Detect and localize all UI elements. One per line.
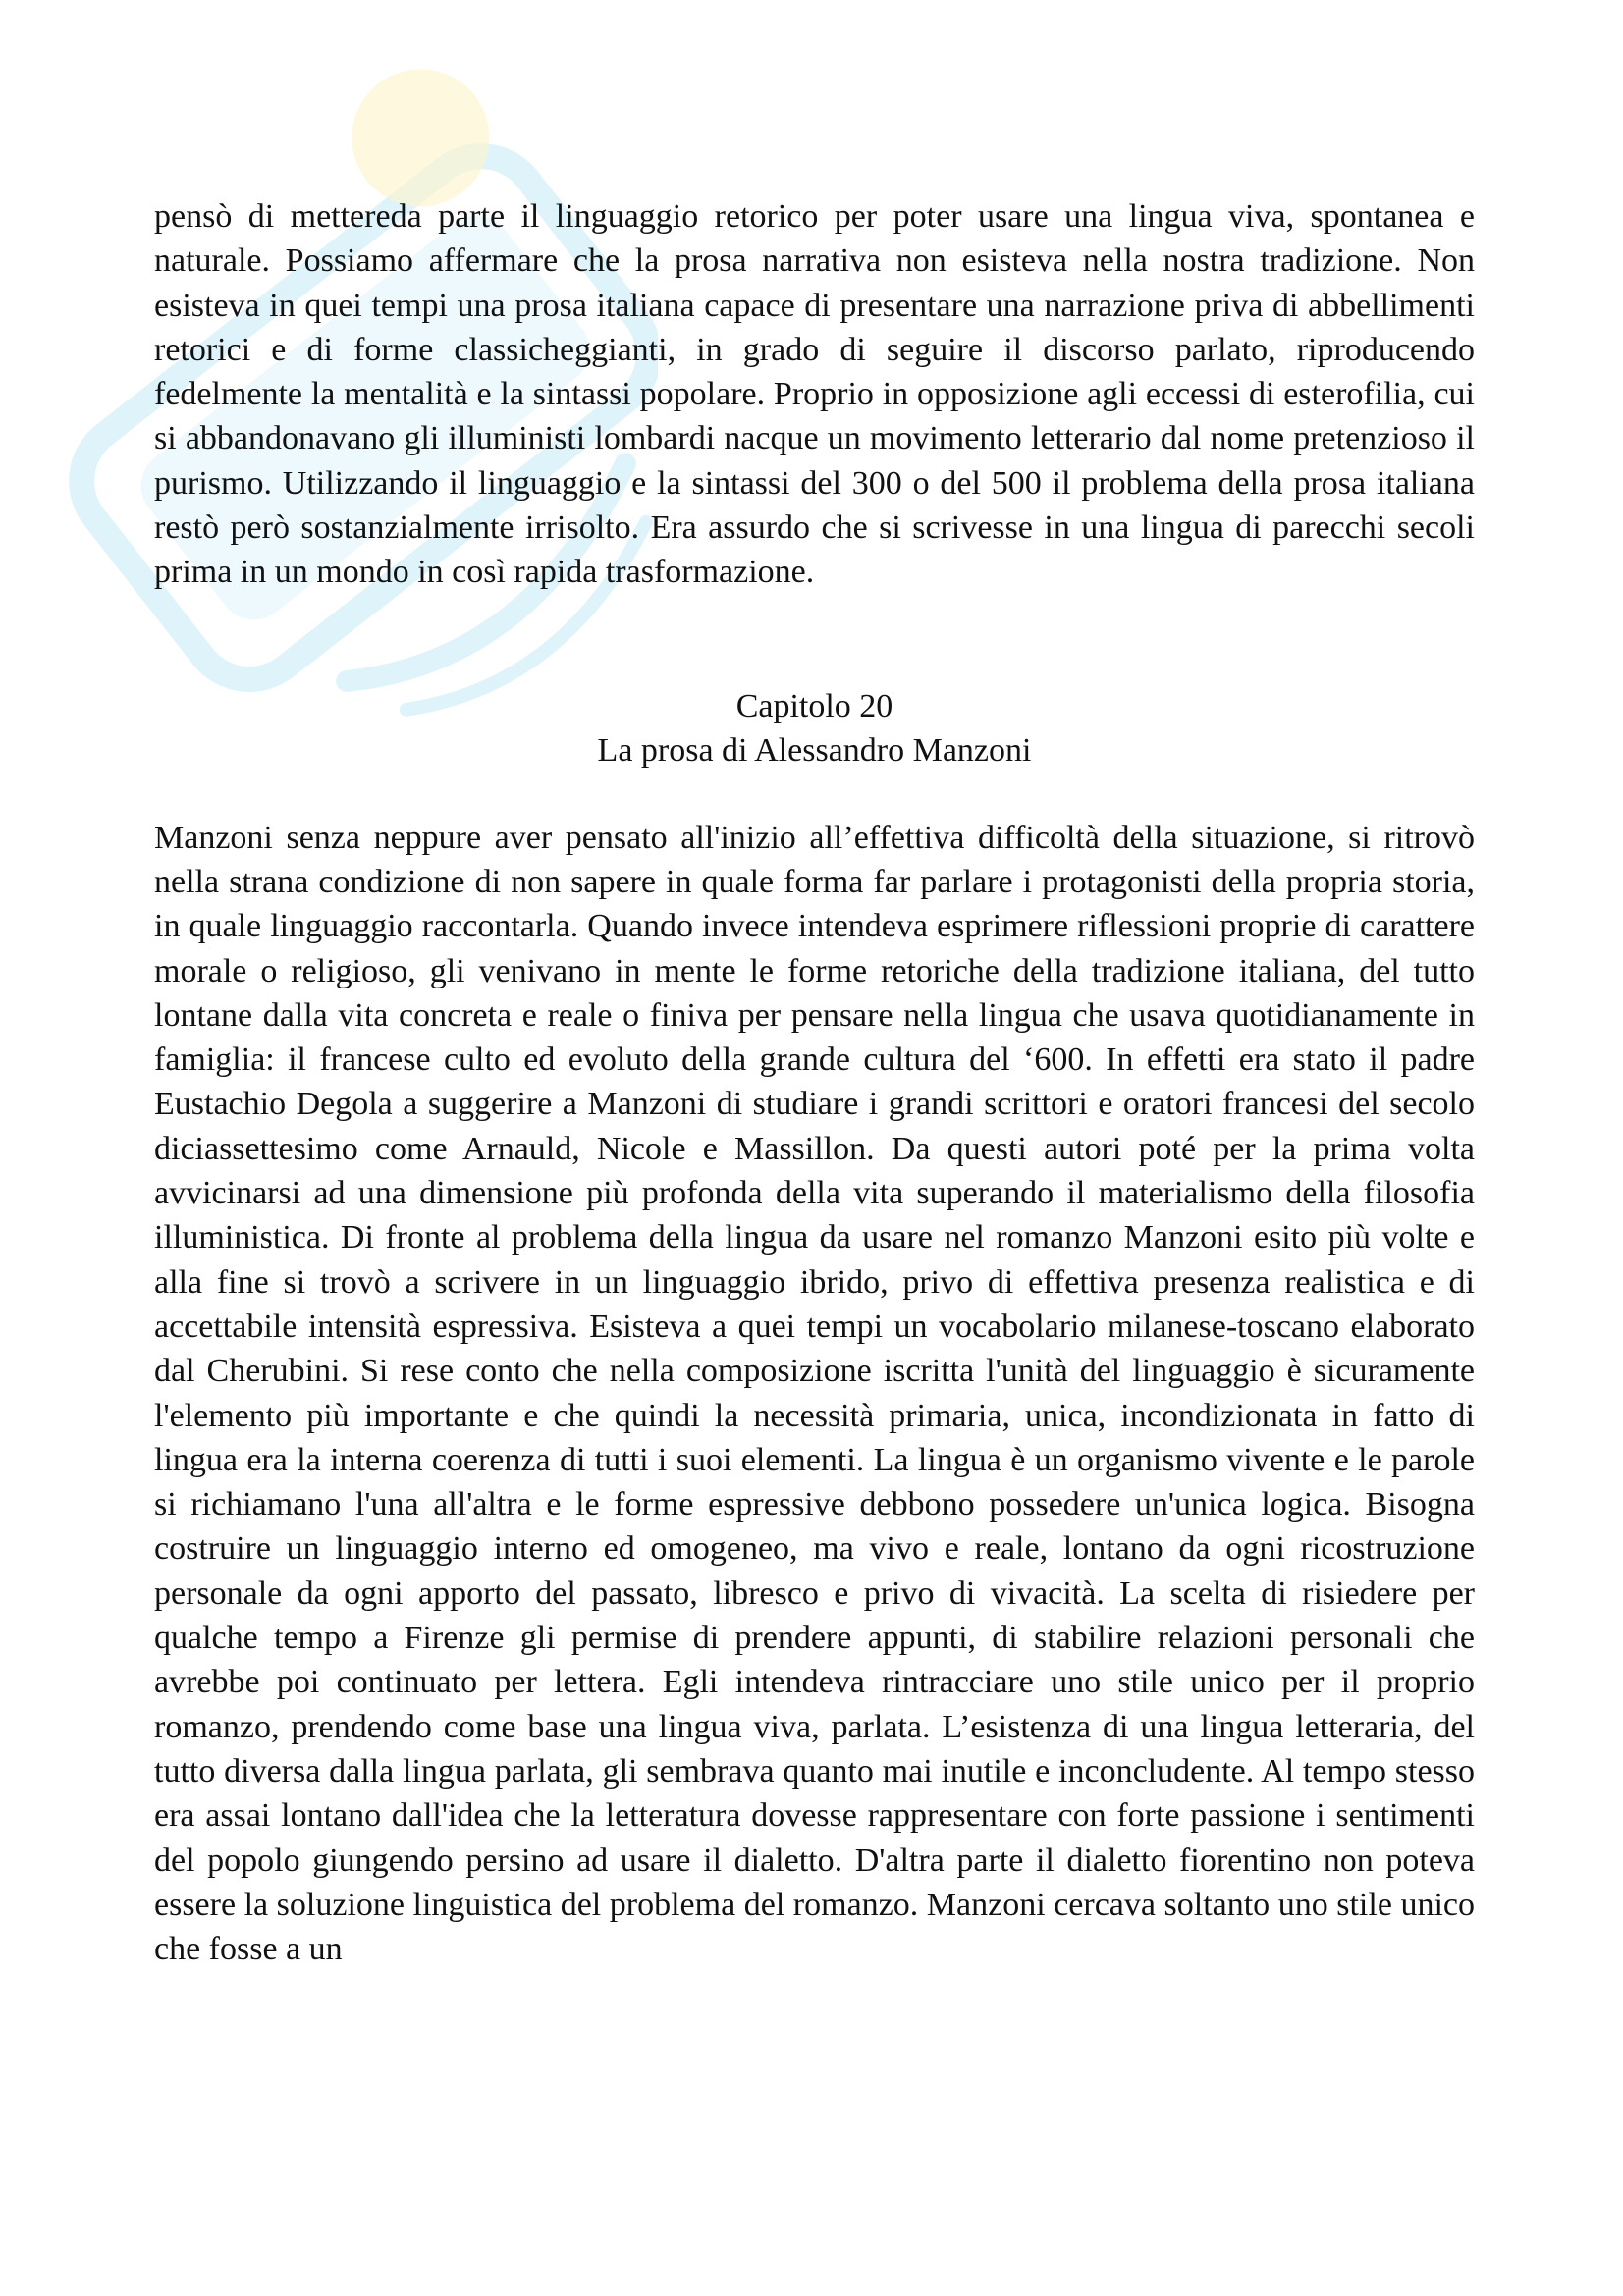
chapter-title: La prosa di Alessandro Manzoni: [597, 731, 1032, 769]
chapter-heading: [154, 684, 1475, 773]
chapter-number: Capitolo 20: [735, 687, 893, 724]
paragraph-manzoni: Manzoni senza neppure aver pensato all'inizio all’effettiva difficoltà della situazione, si ritrovò nella strana condizione di non sapere in quale forma far parlare i protagonisti della propria storia, in quale linguaggio raccontarla. Quando invece intendeva esprimere riflessioni proprie di carattere morale o religioso, gli venivano in mente le forme retoriche della tradizione italiana, del tutto lontane dalla vita concreta e reale o finiva per pensare nella lingua che usava quotidianamente in famiglia: il francese culto ed evoluto della grande cultura del ‘600. In effetti era stato il padre Eustachio Degola a suggerire a Manzoni di studiare i grandi scrittori e oratori francesi del secolo diciassettesimo come Arnauld, Nicole e Massillon. Da questi autori poté per la prima volta avvicinarsi ad una dimensione più profonda della vita superando il materialismo della filosofia illuministica. Di fronte al problema della lingua da usare nel romanzo Manzoni esito più volte e alla fine si trovò a scrivere in un linguaggio ibrido, privo di effettiva presenza realistica e di accettabile intensità espressiva. Esisteva a quei tempi un vocabolario milanese-toscano elaborato dal Cherubini. Si rese conto che nella composizione iscritta l'unità del linguaggio è sicuramente l'elemento più importante e che quindi la necessità primaria, unica, incondizionata in fatto di lingua era la interna coerenza di tutti i suoi elementi. La lingua è un organismo vivente e le parole si richiamano l'una all'altra e le forme espressive debbono possedere un'unica logica. Bisogna costruire un linguaggio interno ed omogeneo, ma vivo e reale, lontano da ogni ricostruzione personale da ogni apporto del passato, libresco e privo di vivacità. La scelta di risiedere per qualche tempo a Firenze gli permise di prendere appunti, di stabilire relazioni personali che avrebbe poi continuato per lettera. Egli intendeva rintracciare uno stile unico per il proprio romanzo, prendendo come base una lingua viva, parlata. L’esistenza di una lingua letteraria, del tutto diversa dalla lingua parlata, gli sembrava quanto mai inutile e inconcludente. Al tempo stesso era assai lontano dall'idea che la letteratura dovesse rappresentare con forte passione i sentimenti del popolo giungendo persino ad usare il dialetto. D'altra parte il dialetto fiorentino non poteva essere la soluzione linguistica del problema del romanzo. Manzoni cercava soltanto uno stile unico che fosse a un: [154, 819, 1475, 1968]
document-page: [154, 194, 1475, 1971]
paragraph-intro: pensò di mettereda parte il linguaggio retorico per poter usare una lingua viva, spontanea e naturale. Possiamo affermare che la prosa narrativa non esisteva nella nostra tradizione. Non esisteva in quei tempi una prosa italiana capace di presentare una narrazione priva di abbellimenti retorici e di forme classicheggianti, in grado di seguire il discorso parlato, riproducendo fedelmente la mentalità e la sintassi popolare. Proprio in opposizione agli eccessi di esterofilia, cui si abbandonavano gli illuministi lombardi nacque un movimento letterario dal nome pretenzioso il purismo. Utilizzando il linguaggio e la sintassi del 300 o del 500 il problema della prosa italiana restò però sostanzialmente irrisolto. Era assurdo che si scrivesse in una lingua di parecchi secoli prima in un mondo in così rapida trasformazione.: [154, 198, 1475, 591]
